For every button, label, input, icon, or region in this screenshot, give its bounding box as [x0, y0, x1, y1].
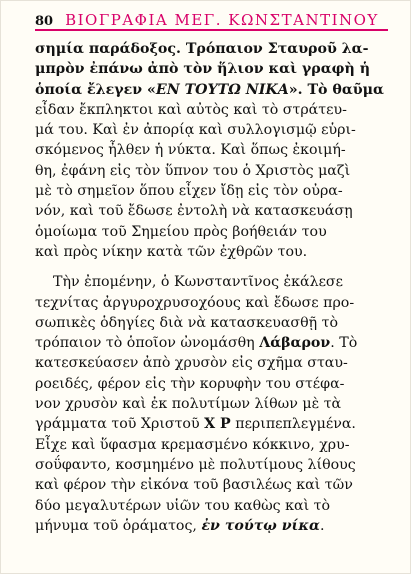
- text-segment: μήνυμα τοῦ ὁράματος,: [35, 517, 202, 534]
- page-body: [35, 39, 388, 536]
- text-line: μά του. Καὶ ἐν ἀπορίᾳ καὶ συλλογισμῷ εὑρι-: [35, 122, 356, 139]
- text-line: μὲ τὸ σημεῖον ὅπου εἶχεν ἴδῃ εἰς τὸν οὐρα-: [35, 183, 343, 200]
- text-line: κατεσκεύασεν ἀπὸ χρυσὸν εἰς σχῆμα σταυ-: [35, 355, 348, 372]
- text-line: νόν, καὶ τοῦ ἔδωσε ἐντολὴ νὰ κατασκευάσῃ: [35, 203, 353, 220]
- text-line: [35, 414, 388, 434]
- text-segment: περιπεπλεγμένα.: [230, 416, 356, 433]
- text-segment: γράμματα τοῦ Χριστοῦ: [35, 416, 205, 433]
- text-line: καὶ φέρον τὴν εἰκόνα τοῦ βασιλέως καὶ τῶν: [35, 477, 353, 494]
- text-line: καὶ πρὸς νίκην κατὰ τῶν ἐχθρῶν του.: [35, 243, 308, 260]
- text-line: εἶδαν ἔκπληκτοι καὶ αὐτὸς καὶ τὸ στράτευ-: [35, 101, 347, 118]
- text-segment: τρόπαιον τὸ ὁποῖον ὠνομάσθη: [35, 335, 260, 352]
- text-line: ὁμοίωμα τοῦ Σημείου πρὸς βοήθειάν του: [35, 223, 327, 240]
- text-segment: . Τὸ: [330, 335, 358, 352]
- emphasis-text: ΕΝ ΤΟΥΤΩ ΝΙΚΑ: [155, 81, 289, 98]
- paragraph-2: [35, 272, 388, 536]
- text-line: σωπικὲς ὁδηγίες διὰ νὰ κατασκευασθῇ τὸ: [35, 314, 339, 331]
- text-line: σοΰφαντο, κοσμημένο μὲ πολυτίμους λίθους: [35, 456, 356, 473]
- text-line: θη, ἐφάνη εἰς τὸν ὕπνον του ὁ Χριστὸς μαζὶ: [35, 162, 351, 179]
- text-segment: .: [319, 517, 325, 534]
- text-line: δύο μεγαλυτέρων υἱῶν του καθὼς καὶ τὸ: [35, 497, 331, 514]
- text-line: Τὴν ἐπομένην, ὁ Κωνσταντῖνος ἐκάλεσε: [53, 274, 343, 291]
- emphasis-text: Χ Ρ: [204, 416, 231, 433]
- text-line: [35, 333, 388, 353]
- text-line: ροειδές, φέρον εἰς τὴν κορυφὴν του στέφα-: [35, 375, 345, 392]
- running-title: ΒΙΟΓΡΑΦΙΑ ΜΕΓ. ΚΩΝΣΤΑΝΤΙΝΟΥ: [65, 11, 379, 29]
- text-line: τεχνίτας ἀργυροχρυσοχόους καὶ ἔδωσε προ-: [35, 294, 355, 311]
- emphasis-text: ἐν τούτῳ νίκα: [201, 517, 320, 534]
- emphasis-text: Λάβαρον: [259, 335, 331, 352]
- paragraph-1: [35, 39, 388, 262]
- text-segment: ὁποία ἔλεγεν «: [35, 81, 156, 98]
- page-header: [35, 11, 388, 31]
- text-line: Εἶχε καὶ ὕφασμα κρεμασμένο κόκκινο, χρυ-: [35, 436, 350, 453]
- text-line: σημία παράδοξος. Τρόπαιον Σταυροῦ λα-: [35, 41, 369, 57]
- text-line: σκόμενος ἦλθεν ἡ νύκτα. Καὶ ὅπως ἐκοιμή-: [35, 142, 346, 159]
- text-line: νον χρυσὸν καὶ ἐκ πολυτίμων λίθων μὲ τὰ: [35, 396, 342, 413]
- text-segment: ». Τὸ θαῦμα: [288, 81, 384, 98]
- text-line: [35, 516, 388, 536]
- page-number: 80: [35, 14, 54, 29]
- text-line: μπρὸν ἐπάνω ἀπὸ τὸν ἥλιον καὶ γραφὴ ἡ: [35, 61, 371, 78]
- text-line: [35, 80, 388, 100]
